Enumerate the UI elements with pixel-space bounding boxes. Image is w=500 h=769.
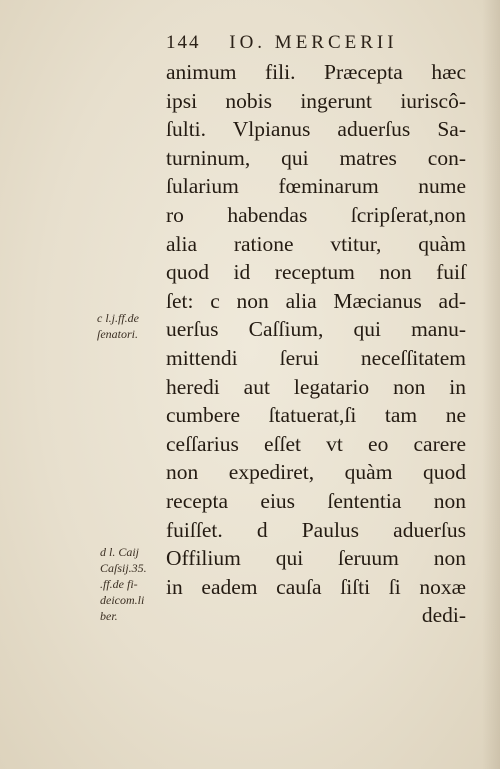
text-line: non expediret, quàm quod [166,460,466,485]
margin-note-line: deicom.li [100,593,145,607]
text-line: heredi aut legatario non in [166,374,466,399]
text-line: quod id receptum non fuiſ [166,260,466,285]
margin-note-line: Caſsij.35. [100,561,147,575]
text-line: alia ratione vtitur, quàm [166,231,466,256]
text-line: ſet: c non alia Mæcianus ad- [166,288,466,313]
text-line: ro habendas ſcripſerat,non [166,202,466,227]
text-line: recepta eius ſententia non [166,488,466,513]
body-text [166,58,466,630]
margin-note-line: c l.j.ff.de [97,311,139,325]
margin-note-d [100,544,147,624]
text-line: cumbere ſtatuerat,ſi tam ne [166,403,466,428]
running-head [166,32,398,54]
page-number: 144 [166,32,201,53]
margin-note-line: ber. [100,609,118,623]
text-line: ſulti. Vlpianus aduerſus Sa- [166,117,466,142]
margin-note-line: .ff.de fi- [100,577,138,591]
margin-note-line: d l. Caij [100,545,140,559]
text-line: ipsi nobis ingerunt iuriscô- [166,88,466,113]
margin-note-line: ſenatori. [97,327,138,341]
text-line: dedi- [421,603,466,628]
text-line: ſularium fœminarum nume [166,174,466,199]
page-gutter-shadow [482,0,500,769]
text-line: fuiſſet. d Paulus aduerſus [166,517,466,542]
running-title: IO. MERCERII [229,32,398,53]
text-line: uerſus Caſſium, qui manu- [166,317,466,342]
margin-note-c [97,310,139,342]
text-line: animum fili. Præcepta hæc [166,60,466,84]
text-line: in eadem cauſa ſiſti ſi noxæ [166,574,466,599]
text-line: ceſſarius eſſet vt eo carere [166,431,466,456]
text-line: mittendi ſerui neceſſitatem [166,345,466,370]
text-line: turninum, qui matres con- [166,145,466,170]
text-line: Offilium qui ſeruum non [166,546,466,571]
